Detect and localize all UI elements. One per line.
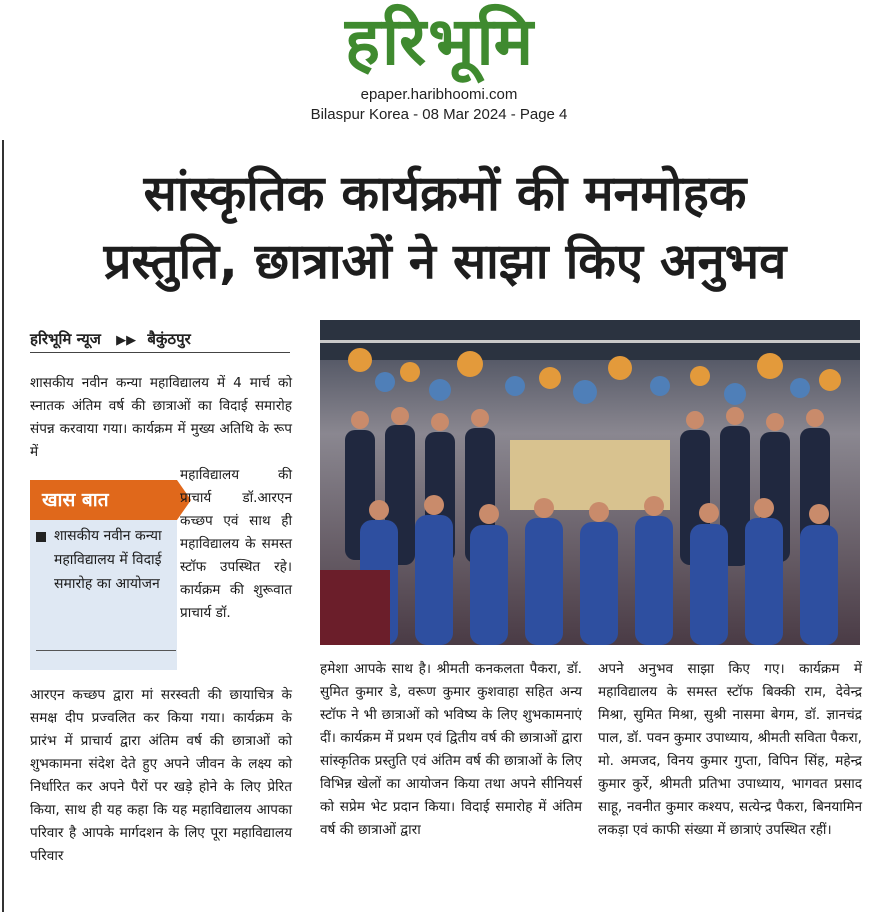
highlight-tag: खास बात [30, 480, 177, 520]
headline-line-2: प्रस्तुति, छात्राओं ने साझा किए अनुभव [103, 233, 787, 290]
article-column-3: अपने अनुभव साझा किए गए। कार्यक्रम में महाविद्यालय के समस्त स्टॉफ बिक्की राम, देवेन्द्र मिश्रा, सुमित मिश्रा, सुश्री नासमा बेगम, डॉ. ज्ञानचंद्र पाल, डॉ. पवन कुमार उपाध्याय, श्रीमती सविता पैकरा, मो. अमजद, विनय कुमार गुप्ता, विपिन सिंह, महेन्द्र कुमार कुर्रे, श्रीमती प्रतिभा उपाध्याय, भागवत प्रसाद साहू, नवनीत कुमार कश्यप, सत्येन्द्र पैकरा, बिनयामिन लकड़ा एवं काफी संख्या में छात्राएं उपस्थित रहीं। [598, 661, 862, 838]
highlight-divider [36, 650, 176, 651]
group-photo-image [320, 320, 860, 645]
site-url[interactable]: epaper.haribhoomi.com [360, 86, 518, 103]
masthead [0, 0, 878, 130]
column-rule [2, 140, 4, 912]
byline-source: हरिभूमि न्यूज [30, 330, 101, 348]
haribhoomi-logo[interactable]: हरिभूमि [344, 3, 536, 80]
article-headline [20, 160, 870, 296]
headline-line-1: सांस्कृतिक कार्यक्रमों की मनमोहक [143, 165, 747, 222]
byline [30, 326, 290, 353]
highlight-point: शासकीय नवीन कन्या महाविद्यालय में विदाई समारोह का आयोजन [54, 528, 162, 592]
article-column-1: आरएन कच्छप द्वारा मां सरस्वती की छायाचित्र के समक्ष दीप प्रज्वलित कर किया गया। कार्यक्रम के प्रारंभ में प्राचार्य द्वारा अंतिम वर्ष की छात्राओं को शुभकामना संदेश देते हुए अपने जीवन के लक्ष्य को निर्धारित कर अपने पैरों पर खड़े होने के लिए प्रेरित किया, साथ ही यह कहा कि यह महाविद्यालय आपका परिवार है आपके मार्गदशन के लिए पूरा महाविद्यालय परिवार [30, 687, 292, 864]
event-photo[interactable] [320, 320, 860, 645]
article-column-2: हमेशा आपके साथ है। श्रीमती कनकलता पैकरा, डॉ. सुमित कुमार डे, वरूण कुमार कुशवाहा सहित अन्य स्टॉफ ने भी छात्राओं को भविष्य के लिए शुभकामनाएं दीं। कार्यक्रम में प्रथम एवं द्वितीय वर्ष की छात्राओं द्वारा सांस्कृतिक प्रस्तुति एवं अंतिम वर्ष की छात्राओं के लिए विभिन्न खेलों का आयोजन किया तथा अपने सीनियर्स को सप्रेम भेट प्रदान किया। विदाई समारोह में अंतिम वर्ष की छात्राओं द्वारा [320, 661, 582, 838]
byline-place: बैकुंठपुर [147, 330, 191, 348]
article-wrap-text: महाविद्यालय की प्राचार्य डॉ.आरएन कच्छप एवं साथ ही महाविद्यालय के समस्त स्टॉफ उपस्थित रहे। कार्यक्रम की शुरूवात प्राचार्य डॉ. [180, 467, 292, 621]
highlight-box [30, 480, 177, 670]
edition-info: Bilaspur Korea - 08 Mar 2024 - Page 4 [310, 106, 568, 123]
fast-forward-icon: ▶▶ [116, 333, 137, 348]
article-lead: शासकीय नवीन कन्या महाविद्यालय में 4 मार्च को स्नातक अंतिम वर्ष की छात्राओं का विदाई समारोह संपन्न करवाया गया। कार्यक्रम में मुख्य अतिथि के रूप में [30, 375, 292, 460]
bullet-icon [36, 532, 46, 542]
